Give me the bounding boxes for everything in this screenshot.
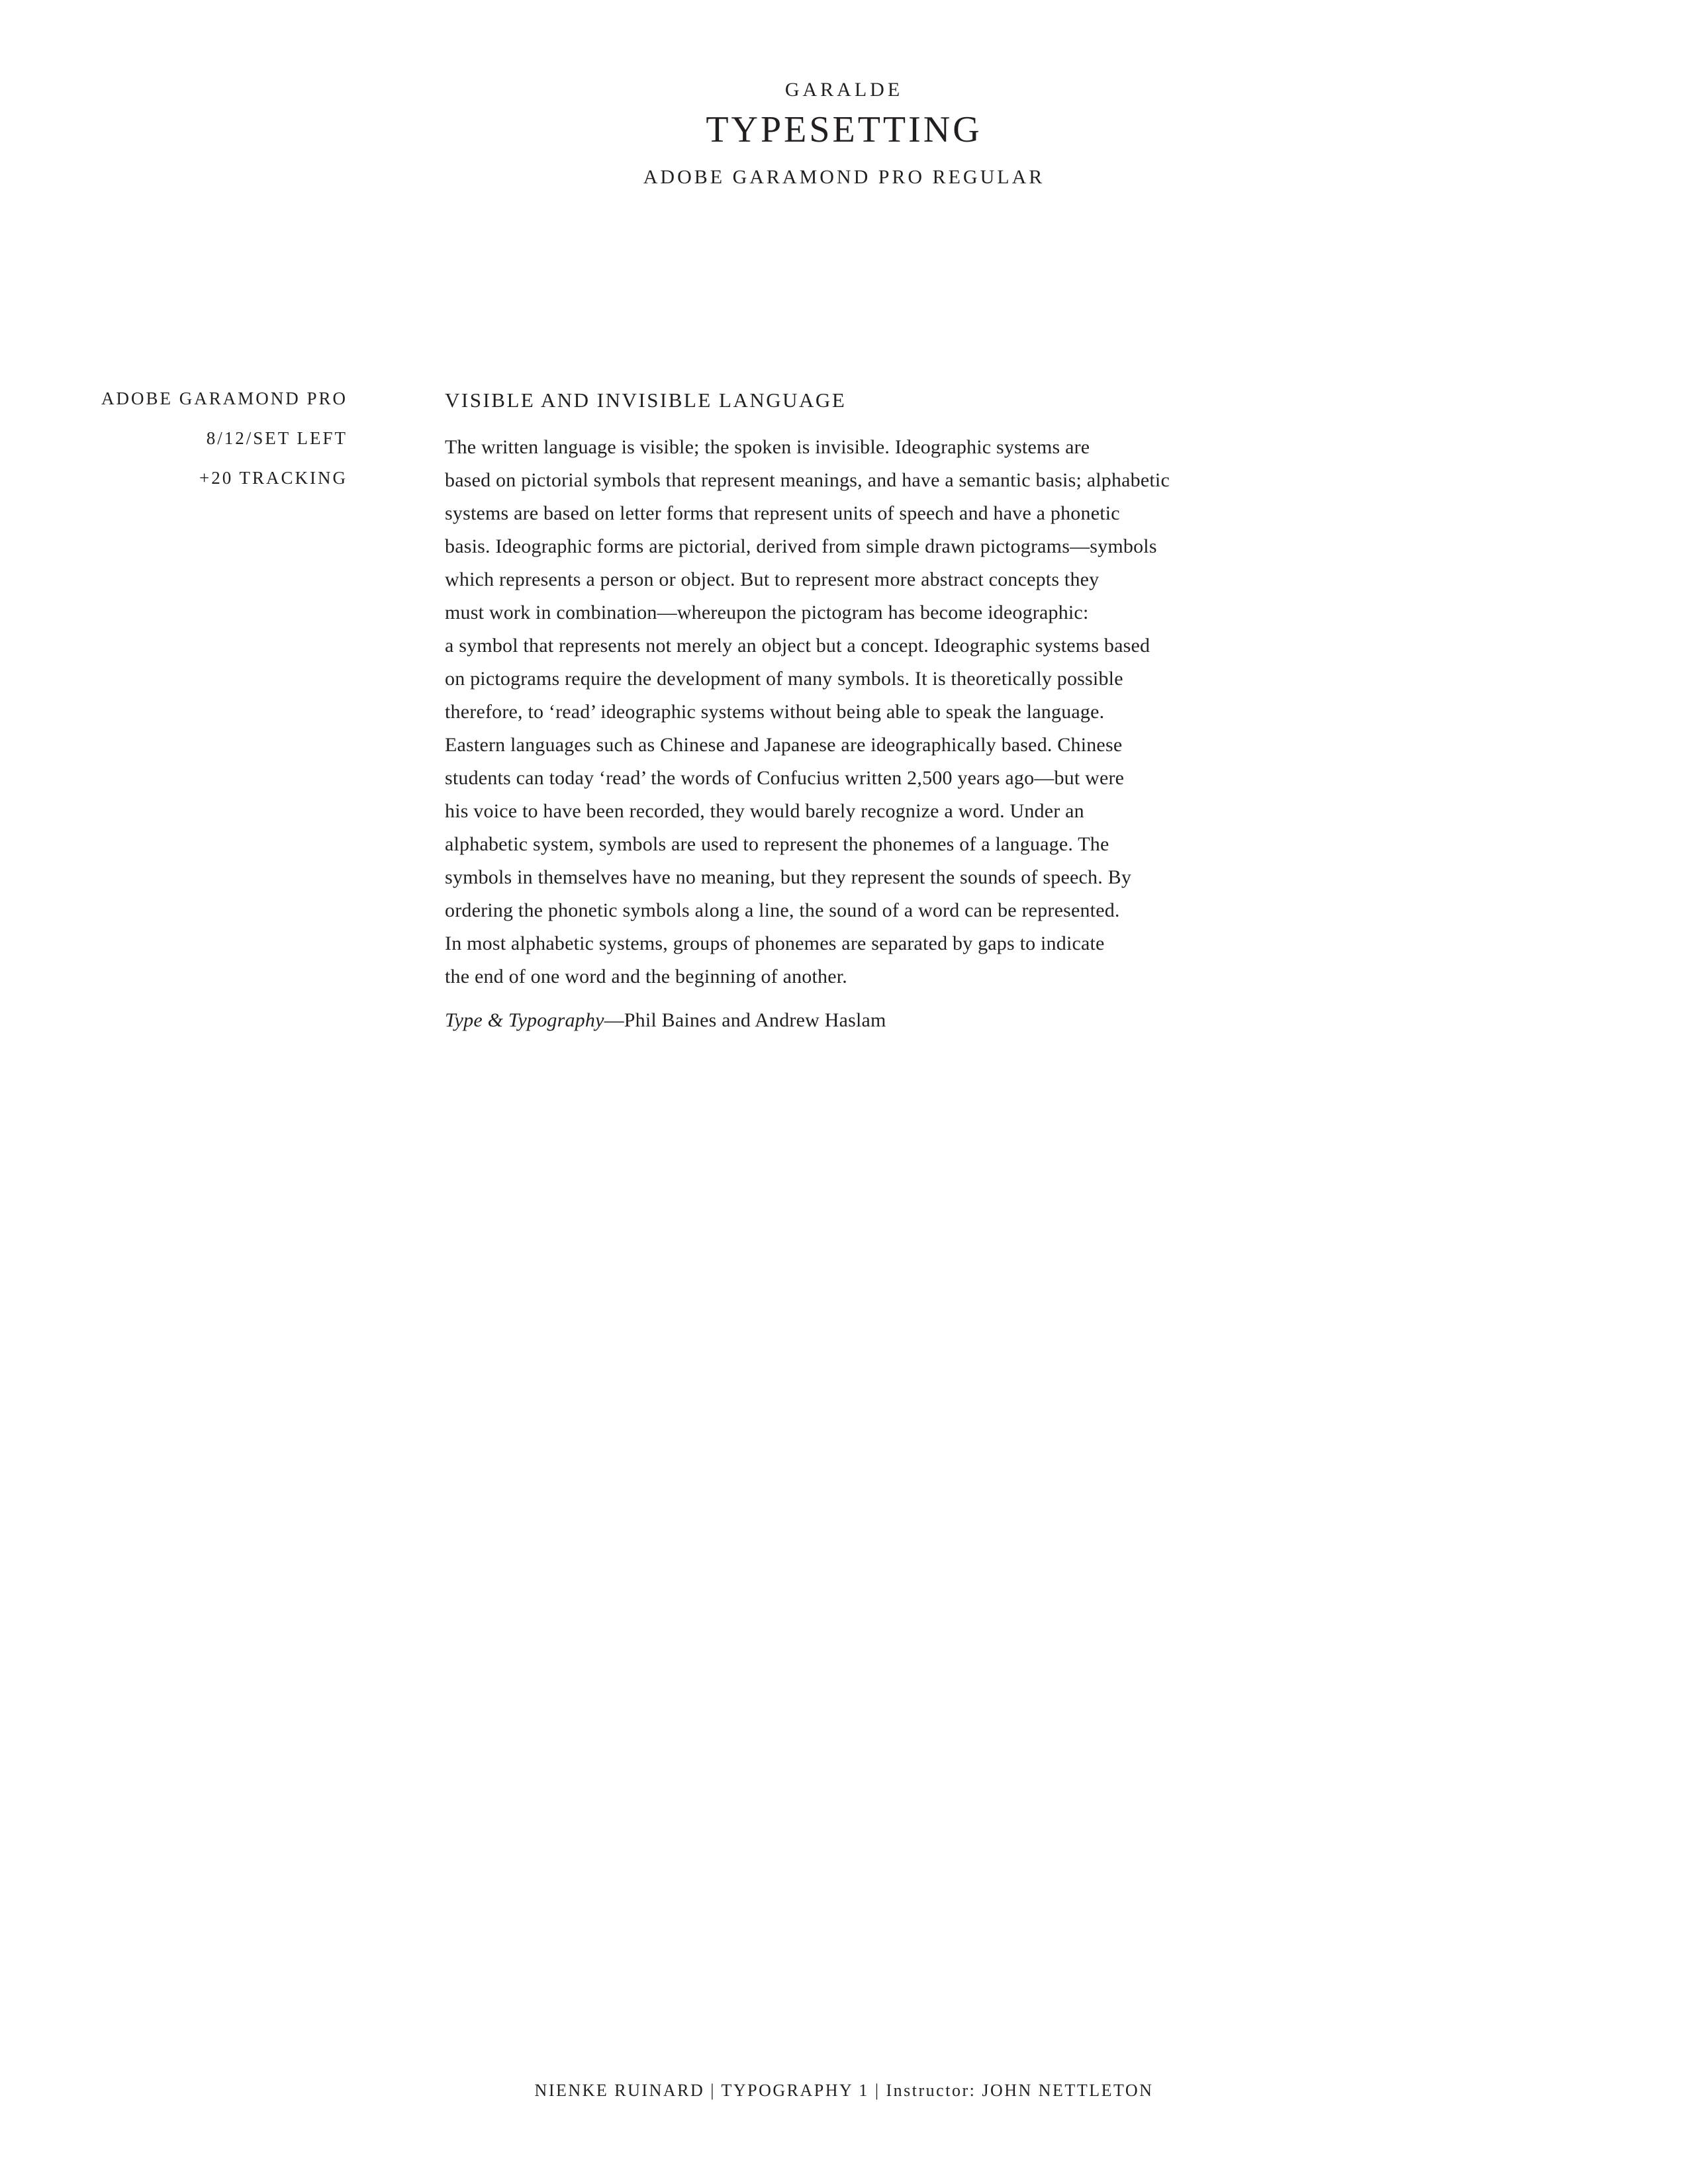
typeface-name-label: ADOBE GARAMOND PRO REGULAR	[643, 166, 1045, 188]
citation-dash: —	[604, 1009, 624, 1031]
citation-work-title: Type & Typography	[445, 1009, 604, 1031]
page-footer	[0, 2080, 1688, 2101]
body-text-line: his voice to have been recorded, they would barely recognize a word. Under an	[445, 800, 1084, 822]
body-text-line: based on pictorial symbols that represent meanings, and have a semantic basis; alphabetic	[445, 469, 1170, 491]
body-text-line: systems are based on letter forms that represent units of speech and have a phonetic	[445, 502, 1120, 524]
body-text-line: on pictograms require the development of many symbols. It is theoretically possible	[445, 668, 1123, 690]
body-text-line: a symbol that represents not merely an object but a concept. Ideographic systems based	[445, 635, 1150, 657]
body-text-line: alphabetic system, symbols are used to represent the phonemes of a language. The	[445, 833, 1109, 855]
citation-authors: Phil Baines and Andrew Haslam	[624, 1009, 886, 1031]
article-column	[445, 388, 1405, 1037]
type-spec-line: 8/12/SET LEFT	[206, 428, 348, 448]
body-text-line: ordering the phonetic symbols along a line, the sound of a word can be represented.	[445, 899, 1120, 921]
body-text-line: basis. Ideographic forms are pictorial, derived from simple drawn pictograms—symbols	[445, 535, 1157, 557]
body-text-line: which represents a person or object. But to represent more abstract concepts they	[445, 569, 1100, 590]
body-text-line: the end of one word and the beginning of another.	[445, 966, 847, 987]
page-title: TYPESETTING	[706, 109, 982, 150]
body-text-line: symbols in themselves have no meaning, but they represent the sounds of speech. By	[445, 866, 1132, 888]
body-text-line: therefore, to ‘read’ ideographic systems without being able to speak the language.	[445, 701, 1105, 723]
body-text-line: The written language is visible; the spoken is invisible. Ideographic systems are	[445, 436, 1090, 458]
body-text-line: In most alphabetic systems, groups of phonemes are separated by gaps to indicate	[445, 933, 1105, 954]
body-text-line: must work in combination—whereupon the pictogram has become ideographic:	[445, 602, 1089, 623]
type-spec-sidebar	[0, 379, 348, 498]
page-header	[0, 78, 1688, 189]
type-spec-line: ADOBE GARAMOND PRO	[101, 388, 348, 408]
article-body	[445, 431, 1405, 993]
article-heading: VISIBLE AND INVISIBLE LANGUAGE	[445, 388, 847, 412]
type-spec-line: +20 TRACKING	[199, 468, 348, 488]
typeface-category-label: GARALDE	[784, 79, 904, 101]
body-text-line: Eastern languages such as Chinese and Japanese are ideographically based. Chinese	[445, 734, 1123, 756]
body-text-line: students can today ‘read’ the words of Confucius written 2,500 years ago—but were	[445, 767, 1125, 789]
footer-text: NIENKE RUINARD | TYPOGRAPHY 1 | Instructor: JOHN NETTLETON	[534, 2081, 1154, 2100]
citation-line	[445, 1004, 1405, 1037]
